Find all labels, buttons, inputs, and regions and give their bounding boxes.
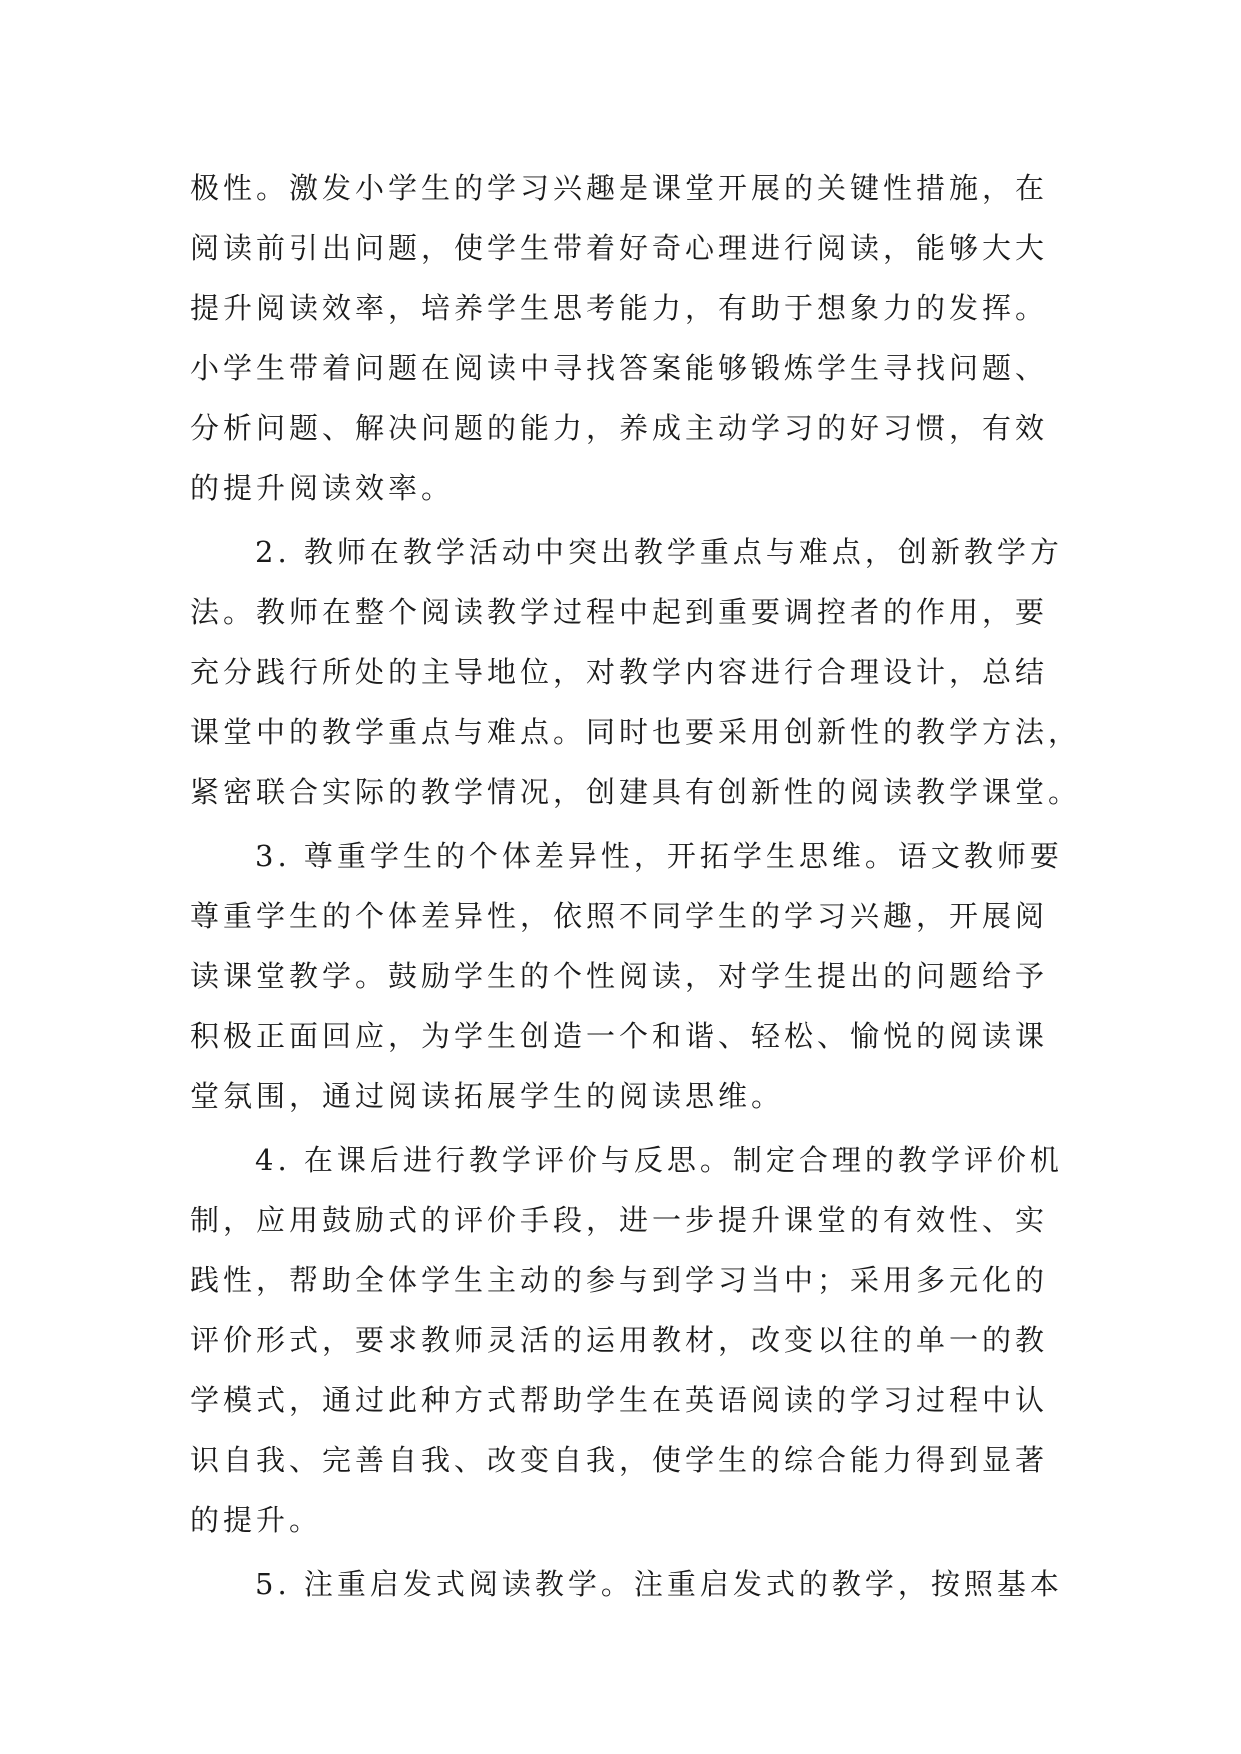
text-line: 的提升。 <box>190 1503 323 1537</box>
text-line: 识自我、完善自我、改变自我，使学生的综合能力得到显著 <box>190 1443 1049 1477</box>
text-line: 分析问题、解决问题的能力，养成主动学习的好习惯，有效 <box>190 411 1049 445</box>
text-line: 法。教师在整个阅读教学过程中起到重要调控者的作用，要 <box>190 595 1049 629</box>
text-line: 制，应用鼓励式的评价手段，进一步提升课堂的有效性、实 <box>190 1203 1049 1237</box>
text-line: 2. 教师在教学活动中突出教学重点与难点，创新教学方 <box>255 535 1063 569</box>
paragraph-item-3 <box>190 826 1070 1126</box>
text-line: 阅读前引出问题，使学生带着好奇心理进行阅读，能够大大 <box>190 231 1049 265</box>
text-line: 堂氛围，通过阅读拓展学生的阅读思维。 <box>190 1079 785 1113</box>
text-line: 小学生带着问题在阅读中寻找答案能够锻炼学生寻找问题、 <box>190 351 1049 385</box>
text-line: 极性。激发小学生的学习兴趣是课堂开展的关键性措施，在 <box>190 171 1049 205</box>
text-line: 充分践行所处的主导地位，对教学内容进行合理设计，总结 <box>190 655 1049 689</box>
text-line: 5. 注重启发式阅读教学。注重启发式的教学，按照基本 <box>255 1567 1063 1601</box>
paragraph-item-4 <box>190 1130 1070 1550</box>
document-body <box>190 158 1082 1614</box>
text-line: 践性，帮助全体学生主动的参与到学习当中；采用多元化的 <box>190 1263 1049 1297</box>
text-line: 评价形式，要求教师灵活的运用教材，改变以往的单一的教 <box>190 1323 1049 1357</box>
text-line: 3. 尊重学生的个体差异性，开拓学生思维。语文教师要 <box>255 839 1063 873</box>
paragraph-item-5 <box>190 1554 1070 1614</box>
text-line: 课堂中的教学重点与难点。同时也要采用创新性的教学方法， <box>190 715 1082 749</box>
text-line: 积极正面回应，为学生创造一个和谐、轻松、愉悦的阅读课 <box>190 1019 1049 1053</box>
text-line: 4. 在课后进行教学评价与反思。制定合理的教学评价机 <box>255 1143 1063 1177</box>
text-line: 提升阅读效率，培养学生思考能力，有助于想象力的发挥。 <box>190 291 1049 325</box>
text-line: 紧密联合实际的教学情况，创建具有创新性的阅读教学课堂。 <box>190 775 1082 809</box>
text-line: 的提升阅读效率。 <box>190 471 455 505</box>
text-line: 学模式，通过此种方式帮助学生在英语阅读的学习过程中认 <box>190 1383 1049 1417</box>
paragraph-item-2 <box>190 522 1082 822</box>
paragraph-continuation <box>190 158 1070 518</box>
text-line: 读课堂教学。鼓励学生的个性阅读，对学生提出的问题给予 <box>190 959 1049 993</box>
text-line: 尊重学生的个体差异性，依照不同学生的学习兴趣，开展阅 <box>190 899 1049 933</box>
